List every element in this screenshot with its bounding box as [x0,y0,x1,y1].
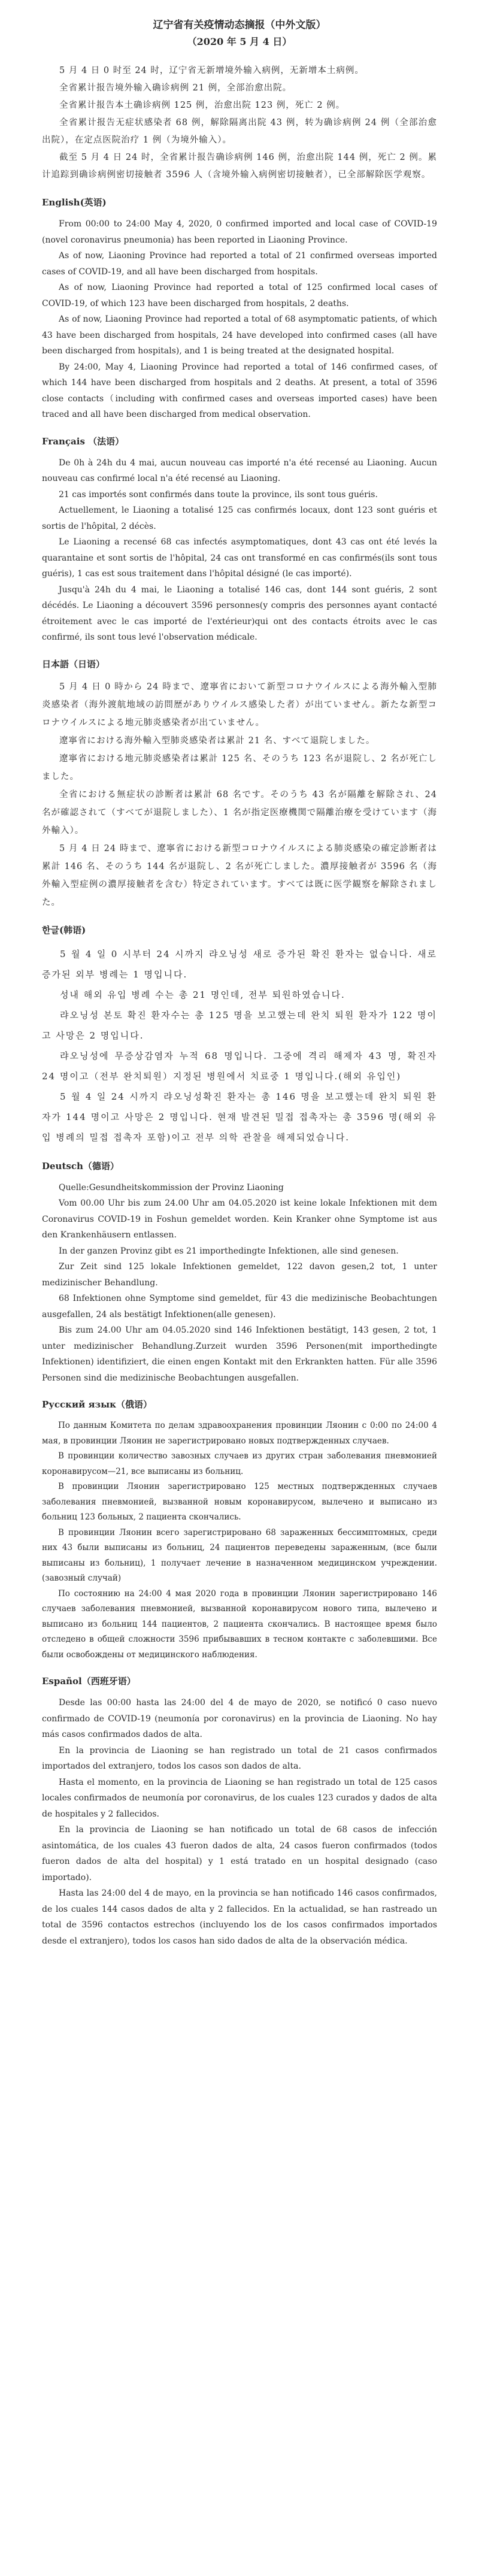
paragraph: 5 월 4 일 0 시부터 24 시까지 랴오닝성 새로 증가된 확진 환자는 없습니다. 새로 증가된 외부 병례는 1 명입니다. [42,948,437,980]
paragraph: Actuellement, le Liaoning a totalisé 125 cas confirmés locaux, dont 123 sont guéris et sortis de l'hôpital, 2 décès. [42,505,437,531]
section-korean [42,922,437,1148]
paragraph: В провинции Ляонин всего зарегистрировано 68 зараженных бессимптомных, среди них 43 были выписаны из больниц, 24 пациентов переведены зараженным, (все были выписаны из больниц), 1 получает лечение в назначенном медицинском учреждении.(завозный случай) [42,1527,437,1583]
paragraph: 全省累计报告无症状感染者 68 例，解除隔离出院 43 例，转为确诊病例 24 例（全部治愈出院），在定点医院治疗 1 例（为境外输入）。 [42,118,437,145]
paragraph: Zur Zeit sind 125 lokale Infektionen gemeldet, 122 davon gesen,2 tot, 1 unter medizinischer Behandlung. [42,1262,437,1288]
section-russian [42,1397,437,1663]
section-english [42,195,437,423]
paragraph: В провинции количество завозных случаев из других стран заболевания пневмонией коронавирусом—21, все выписаны из больниц. [42,1451,437,1476]
section-heading-spanish: Español（西班牙语） [42,1676,136,1687]
document-title: 辽宁省有关疫情动态摘报（中外文版） [153,19,326,31]
paragraph: 랴오닝성에 무증상감염자 누적 68 명입니다. 그중에 격리 해제자 43 명, 확진자 24 명이고（전부 완치퇴원）지정된 병원에서 치료중 1 명입니다.(해외 유입인) [42,1050,437,1082]
paragraph: 遼寧省における海外輸入型肺炎感染者は累計 21 名、すべて退院しました。 [59,735,375,746]
paragraph: 5 月 4 日 24 時まで、遼寧省における新型コロナウイルスによる肺炎感染の確定診断者は累計 146 名、そのうち 144 名が退院し、2 名が死亡しました。濃厚接触者が 3596 名（海外輸入型症例の濃厚接触者を含む）特定されています。すべては既に医学観察を解除されました。 [42,843,437,907]
paragraph: Hasta el momento, en la provincia de Liaoning se han registrado un total de 125 casos locales confirmados de neumonía por coronavirus, de los cuales 123 curados y dados de alta de hospitales y 2 fallecidos. [42,1777,437,1819]
paragraph: As of now, Liaoning Province had reported a total of 21 confirmed overseas imported cases of COVID-19, and all have been discharged from hospitals. [42,251,437,277]
paragraph: By 24:00, May 4, Liaoning Province had reported a total of 146 confirmed cases, of which 144 have been discharged from hospitals and 2 deaths. At present, a total of 3596 close contacts（including with confirmed cases and overseas imported cases) have been traced and all have been discharged from medical observation. [42,362,437,419]
paragraph: 5 月 4 日 0 時から 24 時まで、遼寧省において新型コロナウイルスによる海外輸入型肺炎感染者（海外渡航地域の訪問歴がありウイルス感染した者）が出ていません。新たな新型コロナウイルスによる地元肺炎感染者が出ていません。 [42,682,437,728]
section-heading-english: English(英语) [42,197,107,208]
paragraph: 截至 5 月 4 日 24 时，全省累计报告确诊病例 146 例，治愈出院 144 例，死亡 2 例。累计追踪到确诊病例密切接触者 3596 人（含境外输入病例密切接触者），已全部解除医学观察。 [42,153,437,180]
paragraph: In der ganzen Provinz gibt es 21 importhedingte Infektionen, alle sind genesen. [59,1246,399,1256]
section-chinese [42,62,437,184]
document-date: （2020 年 5 月 4 日） [187,36,292,47]
paragraph: 全省累计报告本土确诊病例 125 例，治愈出院 123 例，死亡 2 例。 [59,101,345,110]
paragraph: 全省累计报告境外输入确诊病例 21 例，全部治愈出院。 [59,83,292,93]
paragraph: Jusqu'à 24h du 4 mai, le Liaoning a totalisé 146 cas, dont 144 sont guéris, 2 sont décédés. Le Liaoning a découvert 3596 personnes(y compris des personnes ayant contacté étroitement avec le cas importé de l'extérieur)qui ont des contacts étroits avec le cas confirmé, ils sont tous levé l'observation médicale. [42,585,437,642]
section-heading-korean: 한글(韩语) [42,924,86,936]
section-french [42,434,437,646]
paragraph: 5 月 4 日 0 时至 24 时，辽宁省无新增境外输入病例，无新增本土病例。 [59,66,364,75]
source-line: Quelle:Gesundheitskommission der Provinz Liaoning [59,1182,284,1192]
section-heading-russian: Русский язык（俄语） [42,1399,152,1410]
paragraph: Vom 00.00 Uhr bis zum 24.00 Uhr am 04.05.2020 ist keine lokale Infektionen mit dem Coronavirus COVID-19 in Foshun gemeldet worden. Kein Kranker ohne Symptome ist aus den Krankenhäusern entlassen. [42,1198,437,1240]
paragraph: En la provincia de Liaoning se han notificado un total de 68 casos de infección asintomática, de los cuales 43 fueron dados de alta, 24 casos fueron confirmados (todos fueron dados de alta del hospital) y 1 está tratado en un hospital designado (caso importado). [42,1825,437,1882]
paragraph: По данным Комитета по делам здравоохранения провинции Ляонин с 0:00 по 24:00 4 мая, в провинции Ляонин не зарегистрировано новых подтвержденных случаев. [42,1421,437,1446]
paragraph: 68 Infektionen ohne Symptome sind gemeldet, für 43 die medizinische Beobachtungen ausgefallen, 24 als bestätigt Infektionen(alle genesen). [42,1294,437,1319]
paragraph: 랴오닝성 본토 확진 환자수는 총 125 명을 보고했는데 완치 퇴원 환자가 122 명이고 사망은 2 명입니다. [42,1009,437,1041]
paragraph: As of now, Liaoning Province had reported a total of 68 asymptomatic patients, of which 43 have been discharged from hospitals, 24 have developed into confirmed cases (all have been discharged from hospitals), and 1 is being treated at the designated hospital. [42,314,437,356]
paragraph: En la provincia de Liaoning se han registrado un total de 21 casos confirmados importados del extranjero, todos los casos son dados de alta. [42,1745,437,1771]
section-heading-french: Français （法语） [42,435,125,447]
paragraph: По состоянию на 24:00 4 мая 2020 года в провинции Ляонин зарегистрировано 146 случаев заболевания пневмонией, вызванной коронавирусом нового типа, вылечено и выписано из больниц 144 пациентов, 2 пациента скончались. В настоящее время было отследено в общей сложности 3596 прибывавших в тесном контакте с заболевшими. Все были освобождены от медицинского наблюдения. [42,1588,437,1660]
paragraph: 5 월 4 일 24 시까지 랴오닝성확진 환자는 총 146 명을 보고했는데 완치 퇴원 환자가 144 명이고 사망은 2 명입니다. 현재 발견된 밀접 접촉자는 총 3596 명(해외 유입 병례의 밀접 접촉자 포함)이고 전부 의학 관찰을 해제되었습니다. [42,1091,437,1143]
paragraph: Hasta las 24:00 del 4 de mayo, en la provincia se han notificado 146 casos confirmados, de los cuales 144 casos dados de alta y 2 fallecidos. En la actualidad, se han rastreado un total de 3596 contactos estrechos (incluyendo los de los casos confirmados importados desde el extranjero), todos los casos han sido dados de alta de la observación médica. [42,1888,437,1946]
paragraph: Bis zum 24.00 Uhr am 04.05.2020 sind 146 Infektionen bestätigt, 143 gesen, 2 tot, 1 unter medizinischer Behandlung.Zurzeit wurden 3596 Personen(mit importhedingte Infektionen) identifiziert, die einen engen Kontakt mit den Erkrankten hatten. Für alle 3596 Personen sind die medizinische Beobachtungen ausgefallen. [42,1325,437,1383]
section-heading-japanese: 日本語（日语） [42,658,105,670]
section-japanese [42,656,437,912]
paragraph: De 0h à 24h du 4 mai, aucun nouveau cas importé n'a été recensé au Liaoning. Aucun nouveau cas confirmé local n'a été recensé au Liaoning. [42,458,437,483]
section-heading-german: Deutsch（德语） [42,1160,119,1172]
paragraph: From 00:00 to 24:00 May 4, 2020, 0 confirmed imported and local case of COVID-19 (novel coronavirus pneumonia) has been reported in Liaoning Province. [42,219,437,245]
paragraph: 성내 해외 유입 병례 수는 총 21 명인데, 전부 퇴원하였습니다. [60,989,345,1000]
section-german [42,1158,437,1387]
paragraph: 21 cas importés sont confirmés dans toute la province, ils sont tous guéris. [59,489,378,500]
section-spanish [42,1673,437,1949]
document-page [42,0,437,1949]
paragraph: В провинции Ляонин зарегистрировано 125 местных подтвержденных случаев заболевания пневмонией, вызванной новым коронавирусом, вылечено и выписано из больниц 123 больных, 2 пациента скончались. [42,1482,437,1522]
paragraph: Le Liaoning a recensé 68 cas infectés asymptomatiques, dont 43 cas ont été levés la quarantaine et sont sortis de l'hôpital, 24 cas ont transformé en cas confirmés(ils sont tous guéris), 1 cas est sous traitement dans l'hôpital désigné (le cas importé). [42,537,437,579]
paragraph: 全省における無症状の診断者は累計 68 名です。そのうち 43 名が隔離を解除され、24 名が確認されて（すべてが退院しました）、1 名が指定医療機関で隔離治療を受けています（海外輸入）。 [42,789,437,836]
paragraph: 遼寧省における地元肺炎感染者は累計 125 名、そのうち 123 名が退院し、2 名が死亡しました。 [42,753,437,782]
paragraph: Desde las 00:00 hasta las 24:00 del 4 de mayo de 2020, se notificó 0 caso nuevo confirmado de COVID-19 (neumonía por coronavirus) en la provincia de Liaoning. No hay más casos confirmados dados de alta. [42,1698,437,1739]
paragraph: As of now, Liaoning Province had reported a total of 125 confirmed local cases of COVID-19, of which 123 have been discharged from hospitals, 2 deaths. [42,283,437,308]
